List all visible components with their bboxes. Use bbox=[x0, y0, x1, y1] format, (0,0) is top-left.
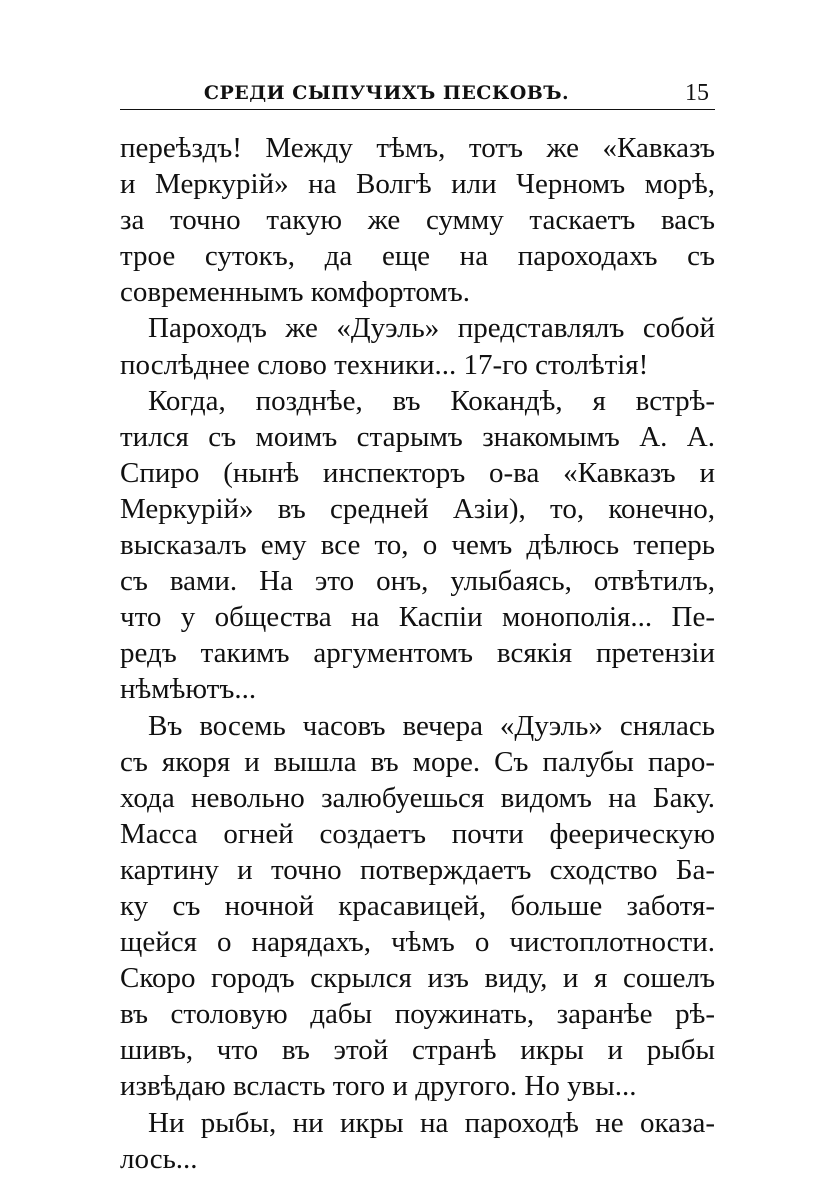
text-line: щейся о нарядахъ, чѣмъ о чистоплотности. bbox=[120, 926, 715, 959]
text-line: ку съ ночной красавицей, больше заботя- bbox=[120, 889, 715, 922]
text-line: и Меркурій» на Волгѣ или Черномъ морѣ, bbox=[120, 168, 715, 201]
text-line: современнымъ комфортомъ. bbox=[120, 276, 470, 309]
text-line: тился съ моимъ старымъ знакомымъ А. А. bbox=[120, 420, 715, 453]
text-line: что у общества на Каспіи монополія... Пе- bbox=[120, 601, 715, 634]
text-line: съ якоря и вышла въ море. Съ палубы паро- bbox=[120, 745, 715, 778]
text-line: въ столовую дабы поужинать, заранѣе рѣ- bbox=[120, 998, 715, 1031]
text-line: нѣмѣютъ... bbox=[120, 673, 257, 706]
running-title: СРЕДИ СЫПУЧИХЪ ПЕСКОВЪ. bbox=[203, 82, 570, 104]
text-line: Въ восемь часовъ вечера «Дуэль» снялась bbox=[148, 709, 715, 742]
text-line: Ни рыбы, ни икры на пароходѣ не оказа- bbox=[148, 1106, 715, 1139]
header-rule bbox=[120, 109, 715, 110]
body-text bbox=[120, 130, 715, 1177]
text-line: хода невольно залюбуешься видомъ на Баку. bbox=[120, 781, 715, 814]
text-line: извѣдаю всласть того и другого. Но увы... bbox=[120, 1070, 637, 1103]
text-line: Меркурій» въ средней Азіи), то, конечно, bbox=[120, 492, 715, 525]
text-line: Спиро (нынѣ инспекторъ о-ва «Кавказъ и bbox=[120, 456, 715, 489]
text-line: высказалъ ему все то, о чемъ дѣлюсь теперь bbox=[120, 529, 715, 562]
text-line: Пароходъ же «Дуэль» представлялъ собой bbox=[148, 312, 715, 345]
running-head bbox=[120, 78, 715, 108]
text-line: за точно такую же сумму таскаетъ васъ bbox=[120, 204, 715, 237]
text-line: шивъ, что въ этой странѣ икры и рыбы bbox=[120, 1034, 715, 1067]
text-line: послѣднее слово техники... 17-го столѣтія! bbox=[120, 348, 649, 381]
text-line: Масса огней создаетъ почти феерическую bbox=[120, 817, 715, 850]
text-line: редъ такимъ аргументомъ всякія претензіи bbox=[120, 637, 715, 670]
page-number: 15 bbox=[685, 80, 709, 106]
text-line: Скоро городъ скрылся изъ виду, и я сошелъ bbox=[120, 962, 715, 995]
text-line: Когда, позднѣе, въ Кокандѣ, я встрѣ- bbox=[148, 384, 715, 417]
text-line: картину и точно потверждаетъ сходство Ба- bbox=[120, 853, 715, 886]
text-line: съ вами. На это онъ, улыбаясь, отвѣтилъ, bbox=[120, 565, 715, 598]
text-line: лось... bbox=[120, 1142, 198, 1175]
text-line: трое сутокъ, да еще на пароходахъ съ bbox=[120, 240, 715, 273]
text-line: переѣздъ! Между тѣмъ, тотъ же «Кавказъ bbox=[120, 132, 715, 164]
